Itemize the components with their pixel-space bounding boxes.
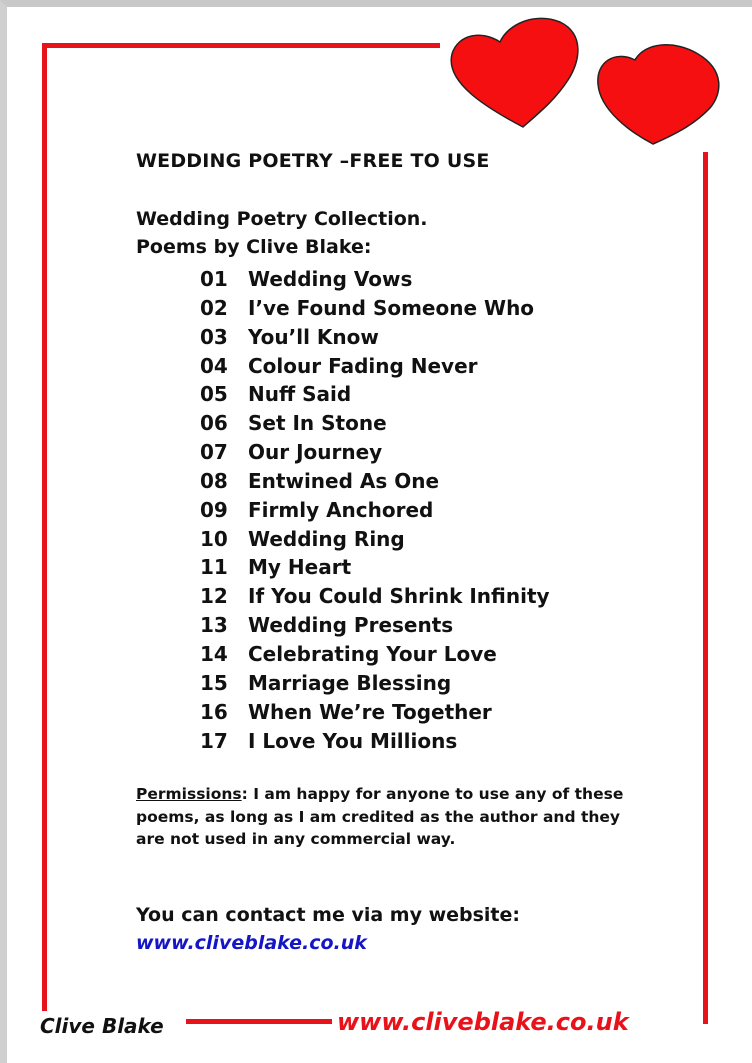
poem-number: 03	[200, 324, 228, 349]
poem-number: 09	[200, 497, 228, 522]
footer-website-link[interactable]: www.cliveblake.co.uk	[337, 1008, 629, 1036]
poem-title: Colour Fading Never	[248, 353, 478, 378]
poem-title: Wedding Ring	[248, 526, 405, 551]
poem-item	[200, 727, 550, 756]
poem-item	[200, 380, 550, 409]
frame-top-line	[42, 43, 440, 48]
poem-number: 08	[200, 468, 228, 493]
poem-title: My Heart	[248, 555, 352, 580]
poem-number: 01	[200, 267, 228, 291]
poem-item	[200, 467, 550, 496]
poem-number: 04	[200, 353, 228, 378]
poem-item	[200, 669, 550, 698]
poem-title: I Love You Millions	[248, 728, 458, 753]
poem-item	[200, 553, 550, 582]
poem-item	[200, 294, 550, 323]
poem-item	[200, 698, 550, 727]
heart-icon	[598, 45, 719, 144]
poem-item	[200, 582, 550, 611]
poem-number: 13	[200, 613, 228, 638]
poem-title: Celebrating Your Love	[248, 641, 497, 666]
author-heading: Poems by Clive Blake:	[136, 236, 372, 258]
poem-item	[200, 438, 550, 467]
poem-number: 06	[200, 411, 228, 436]
poem-number: 12	[200, 584, 228, 609]
hearts-decoration	[440, 12, 740, 152]
poem-title: I’ve Found Someone Who	[248, 295, 535, 320]
permissions-paragraph	[136, 783, 626, 851]
poem-number: 16	[200, 699, 228, 724]
poem-title: Firmly Anchored	[248, 497, 434, 522]
poem-list	[200, 265, 550, 755]
poem-item	[200, 409, 550, 438]
poem-item	[200, 640, 550, 669]
poem-item	[200, 525, 550, 554]
poem-title: If You Could Shrink Infinity	[248, 584, 550, 609]
permissions-label: Permissions	[136, 785, 242, 803]
page-title: WEDDING POETRY –FREE TO USE	[136, 150, 490, 172]
poem-number: 14	[200, 641, 228, 666]
website-link[interactable]: www.cliveblake.co.uk	[136, 932, 367, 954]
poem-number: 10	[200, 526, 228, 551]
poem-title: Set In Stone	[248, 411, 387, 436]
permissions-text: : I am happy for anyone to use any of these poems, as long as I am credited as the author and they are not used in any commercial way.	[136, 785, 624, 848]
poem-number: 15	[200, 670, 228, 695]
poem-item	[200, 352, 550, 381]
frame-bottom-line	[186, 1019, 332, 1024]
poem-title: Entwined As One	[248, 468, 440, 493]
poem-number: 02	[200, 295, 228, 320]
poem-item	[200, 611, 550, 640]
frame-right-line	[703, 152, 708, 1024]
poem-item	[200, 496, 550, 525]
poem-number: 17	[200, 728, 228, 753]
contact-text: You can contact me via my website:	[136, 904, 520, 926]
poem-number: 05	[200, 382, 228, 407]
poem-title: Nuff Said	[248, 382, 352, 407]
poem-title: Wedding Presents	[248, 613, 454, 638]
poem-title: You’ll Know	[248, 324, 379, 349]
collection-heading: Wedding Poetry Collection.	[136, 208, 428, 230]
frame-left-line	[42, 43, 47, 1011]
poem-title: Wedding Vows	[248, 267, 413, 291]
footer-author-name: Clive Blake	[40, 1014, 164, 1038]
poem-number: 07	[200, 440, 228, 465]
poem-item	[200, 323, 550, 352]
poem-item	[200, 265, 550, 294]
poem-title: Our Journey	[248, 440, 383, 465]
poem-number: 11	[200, 555, 228, 580]
poem-title: Marriage Blessing	[248, 670, 452, 695]
poem-title: When We’re Together	[248, 699, 492, 724]
heart-icon	[451, 18, 578, 127]
